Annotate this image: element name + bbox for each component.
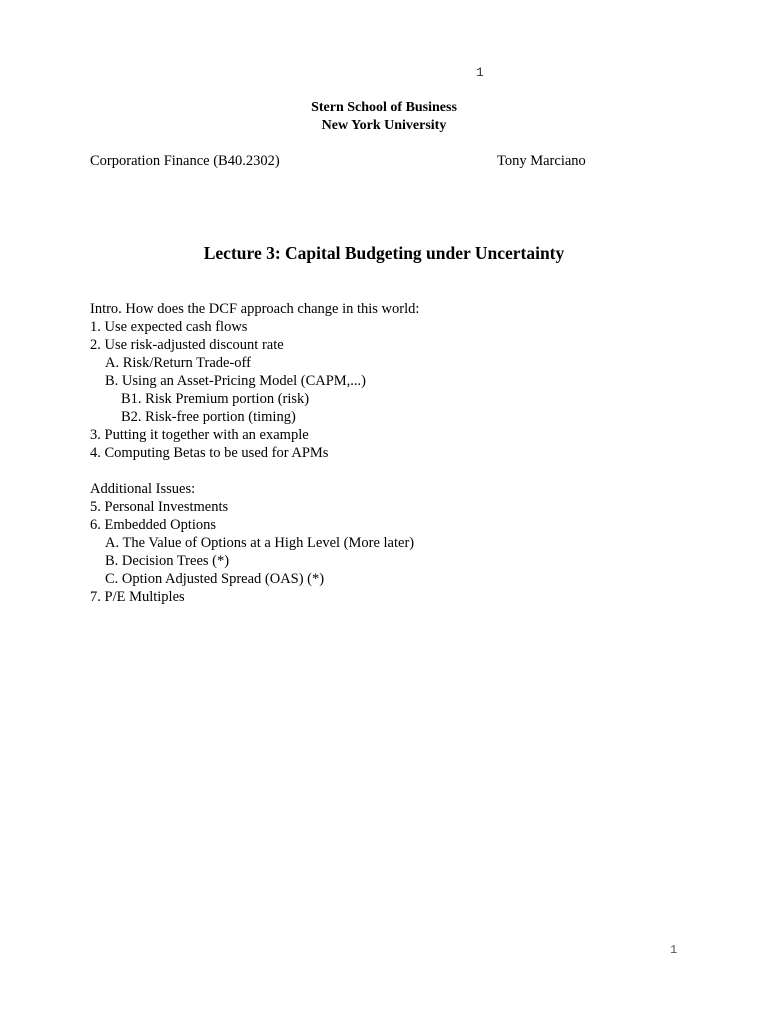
school-header [0,99,768,135]
outline-subsubitem: B2. Risk-free portion (timing) [121,409,296,425]
instructor-name: Tony Marciano [497,153,586,169]
outline-item: 4. Computing Betas to be used for APMs [90,445,329,461]
outline-item: 6. Embedded Options [90,517,217,533]
outline-subitem: B. Using an Asset-Pricing Model (CAPM,...) [105,373,366,389]
outline-subitem: C. Option Adjusted Spread (OAS) (*) [105,571,325,587]
school-name: Stern School of Business [311,100,457,115]
outline-subsubitem: B1. Risk Premium portion (risk) [121,391,310,407]
outline-subitem: A. The Value of Options at a High Level (More later) [105,535,415,551]
intro-heading: Intro. How does the DCF approach change in this world: [90,301,420,317]
additional-heading: Additional Issues: [90,481,196,497]
section-spacer [90,462,419,480]
page-number-top: 1 [476,65,484,80]
lecture-title: Lecture 3: Capital Budgeting under Uncertainty [203,243,565,263]
page-number-bottom: 1 [670,943,678,957]
outline-item: 5. Personal Investments [90,499,229,515]
outline-item: 7. P/E Multiples [90,589,185,605]
lecture-outline [90,300,419,606]
outline-item: 3. Putting it together with an example [90,427,309,443]
outline-item: 2. Use risk-adjusted discount rate [90,337,284,353]
outline-subitem: A. Risk/Return Trade-off [105,355,251,371]
outline-subitem: B. Decision Trees (*) [105,553,230,569]
course-name: Corporation Finance (B40.2302) [90,153,280,169]
outline-item: 1. Use expected cash flows [90,319,248,335]
university-name: New York University [321,118,447,133]
